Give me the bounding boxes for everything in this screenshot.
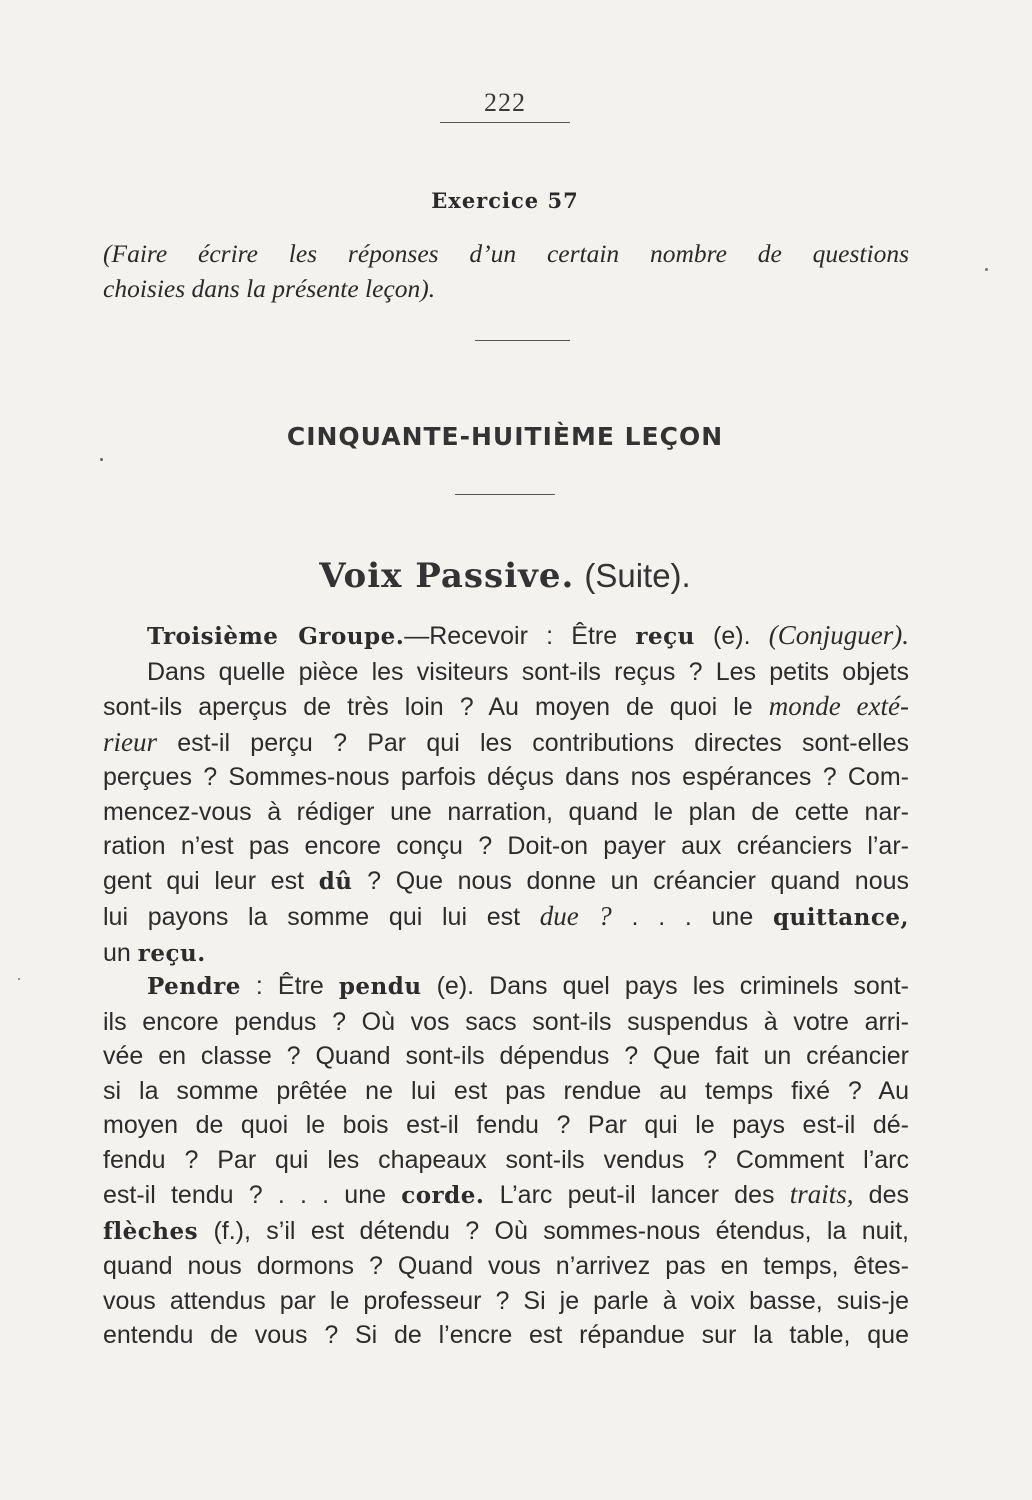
text-line: sont-ils aperçus de très loin ? Au moyen de quoi le monde exté- xyxy=(103,691,909,721)
text-line: vée en classe ? Quand sont-ils dépendus ? Que fait un créancier xyxy=(103,1042,909,1070)
text-line: si la somme prêtée ne lui est pas rendue au temps fixé ? Au xyxy=(103,1076,909,1105)
text-line: vous attendus par le professeur ? Si je parle à voix basse, suis-je xyxy=(103,1286,909,1315)
header-rule xyxy=(440,122,570,123)
lesson-title: CINQUANTE-HUITIÈME LEÇON xyxy=(286,422,724,451)
text-line: rieur est-il perçu ? Par qui les contributions directes sont-elles xyxy=(103,726,909,757)
text-line: fendu ? Par qui les chapeaux sont-ils vendus ? Comment l’arc xyxy=(103,1145,909,1174)
text-line: perçues ? Sommes-nous parfois déçus dans nos espérances ? Com- xyxy=(103,763,909,791)
exercise-instructions xyxy=(103,236,909,306)
text-line: lui payons la somme qui lui est due ? . . . une quittance, xyxy=(103,901,910,931)
exercise-title: Exercice 57 xyxy=(431,188,579,213)
text-line: ils encore pendus ? Où vos sacs sont-ils suspendus à votre arri- xyxy=(103,1007,909,1036)
text-line: moyen de quoi le bois est-il fendu ? Par qui le pays est-il dé- xyxy=(103,1111,909,1139)
text-line: quand nous dormons ? Quand vous n’arrivez pas en temps, êtes- xyxy=(103,1252,909,1280)
page-number: 222 xyxy=(484,88,526,117)
print-speck xyxy=(100,458,103,461)
instructions-line-1: (Faire écrire les réponses d’un certain nombre de questions xyxy=(103,239,909,268)
text-line: Dans quelle pièce les visiteurs sont-ils reçus ? Les petits objets xyxy=(147,657,909,686)
section-title: Voix Passive. xyxy=(319,556,575,596)
text-line: entendu de vous ? Si de l’encre est répandue sur la table, que xyxy=(103,1321,909,1349)
conjugate-note: (Conjuguer). xyxy=(768,620,909,650)
section-divider xyxy=(475,340,570,341)
section-heading xyxy=(0,553,1010,597)
text-line: un reçu. xyxy=(103,938,206,967)
text-line: Pendre : Être pendu (e). Dans quel pays les criminels sont- xyxy=(147,972,909,1000)
text-line: gent qui leur est dû ? Que nous donne un créancier quand nous xyxy=(103,866,909,895)
print-speck xyxy=(18,978,20,980)
text-line: est-il tendu ? . . . une corde. L’arc peut-il lancer des traits, des xyxy=(103,1179,909,1209)
text-line: mencez-vous à rédiger une narration, quand le plan de cette nar- xyxy=(103,797,909,826)
group-label: Troisième Groupe. xyxy=(147,623,405,650)
section-subtitle: (Suite). xyxy=(584,557,691,594)
verb-heading: Pendre xyxy=(147,973,241,1000)
text-line: Troisième Groupe.—Recevoir : Être reçu (e). (Conjuguer). xyxy=(147,620,909,650)
print-speck xyxy=(985,268,988,271)
paragraph-recevoir xyxy=(103,618,909,971)
instructions-line-2: choisies dans la présente leçon). xyxy=(103,274,436,303)
lesson-divider xyxy=(455,494,555,495)
verb-form: reçu xyxy=(635,623,695,650)
paragraph-pendre xyxy=(103,969,909,1353)
text-line: ration n’est pas encore conçu ? Doit-on payer aux créanciers l’ar- xyxy=(103,832,909,860)
text-line: flèches (f.), s’il est détendu ? Où sommes-nous étendus, la nuit, xyxy=(103,1216,909,1245)
